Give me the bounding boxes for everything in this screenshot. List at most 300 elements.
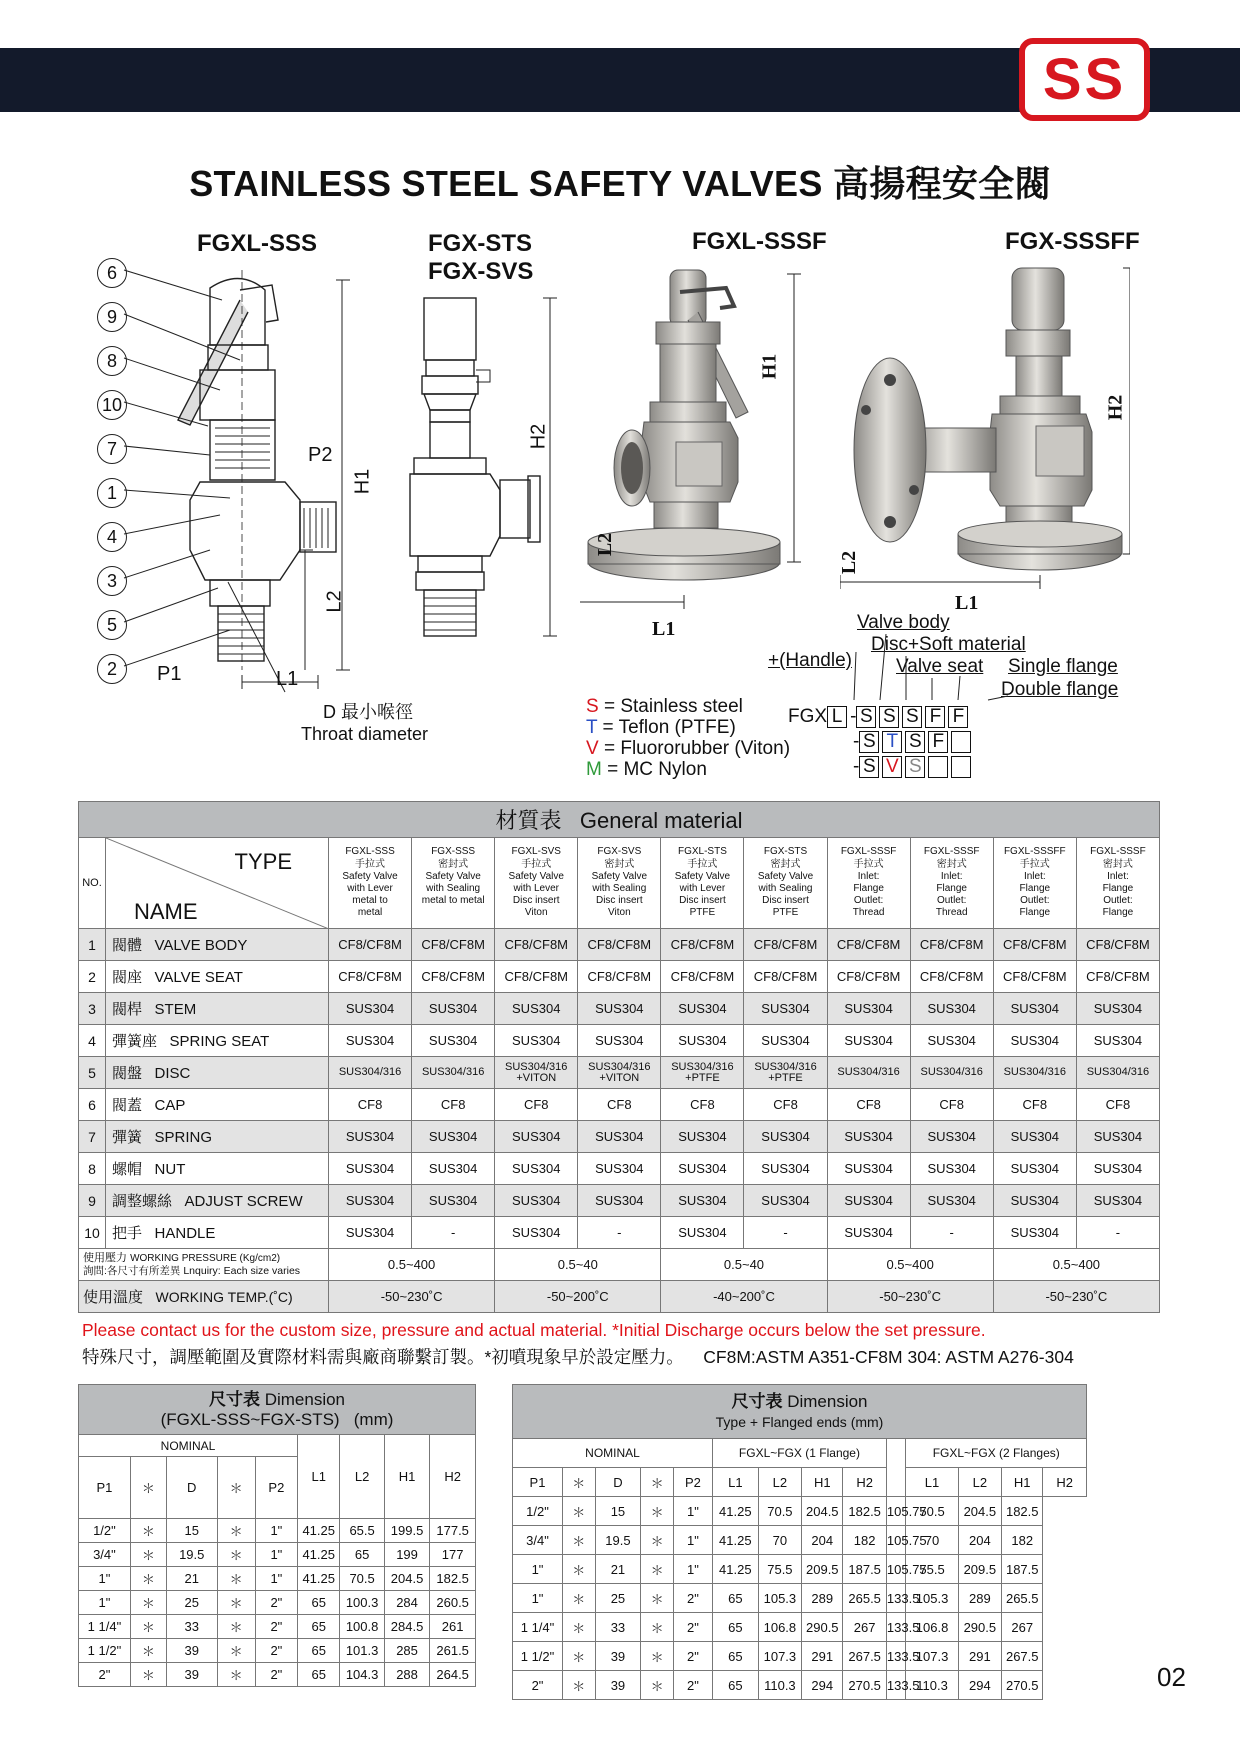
row-no: 2 <box>79 961 106 993</box>
label-l1-sssff: L1 <box>955 592 979 614</box>
temp-value: -50~200˚C <box>495 1281 661 1313</box>
row-name-en: SPRING SEAT <box>169 1033 270 1050</box>
col-line: 密封式 <box>936 858 967 870</box>
material-cell: SUS304 <box>744 1185 827 1217</box>
dim1-cell: 285 <box>384 1639 430 1663</box>
legend-letter: S <box>586 696 599 717</box>
dim2-cap-cn: 尺寸表 <box>731 1391 783 1411</box>
dim1-cell: ＊ <box>130 1615 166 1639</box>
dim2-row <box>513 1526 1087 1555</box>
col-line: Flange <box>853 883 884 894</box>
dim2-cell: 65 <box>713 1584 759 1613</box>
dim2-h-l2: L2 <box>758 1468 801 1497</box>
row-name <box>106 961 329 993</box>
material-cell: SUS304 <box>495 1185 578 1217</box>
dim1-caption-line1 <box>79 1390 475 1410</box>
model-label-fgxl-sssf: FGXL-SSSF <box>692 228 827 255</box>
code-box: S <box>902 706 922 728</box>
col-line: with Sealing <box>426 883 481 894</box>
dim1-cell: 39 <box>166 1663 217 1687</box>
material-cell: - <box>578 1217 661 1249</box>
dim2-cell: 70.5 <box>758 1497 801 1526</box>
label-h2-sts: H2 <box>527 423 550 450</box>
material-cell: SUS304 <box>1076 993 1159 1025</box>
dim2-cell: 39 <box>595 1642 641 1671</box>
dim2-row <box>513 1613 1087 1642</box>
code-box: L <box>827 706 847 728</box>
legend-text: = Fluororubber (Viton) <box>603 738 791 759</box>
dim1-cell: 1" <box>255 1543 297 1567</box>
dim2-cell: 182.5 <box>1002 1497 1043 1526</box>
col-line: Safety Valve <box>591 870 648 882</box>
callout-circle: 2 <box>97 654 127 684</box>
dim1-body <box>79 1519 476 1687</box>
dim1-cell: ＊ <box>217 1519 255 1543</box>
material-cell: SUS304 <box>744 993 827 1025</box>
dim2-cell: 15 <box>595 1497 641 1526</box>
dim1-cell: 33 <box>166 1615 217 1639</box>
type-col-9 <box>993 838 1076 929</box>
dim1-cell: 100.3 <box>340 1591 384 1615</box>
dim2-cell: 204 <box>958 1526 1001 1555</box>
col-line: Outlet: <box>1020 895 1050 907</box>
col-line: metal <box>357 907 383 919</box>
col-line: 密封式 <box>1102 858 1133 870</box>
material-cell: SUS304 <box>495 1025 578 1057</box>
dim1-cell: 65 <box>298 1591 340 1615</box>
dim1-cell: 3/4" <box>79 1543 131 1567</box>
col-line: Outlet: <box>1103 895 1133 907</box>
dim2-cell: 1 1/4" <box>513 1613 563 1642</box>
row-name <box>106 1121 329 1153</box>
material-row <box>79 961 1160 993</box>
material-cell: CF8 <box>661 1089 744 1121</box>
label-p1: P1 <box>157 663 182 685</box>
label-h1-left: H1 <box>351 468 374 495</box>
note-cn <box>82 1344 1182 1369</box>
row-no: 10 <box>79 1217 106 1249</box>
model-label-fgx-sts-svs <box>428 230 533 286</box>
material-cell: SUS304/316 <box>827 1057 910 1089</box>
dim2-cell: 182.5 <box>843 1497 886 1526</box>
dim2-cell: 39 <box>595 1671 641 1700</box>
legend-text: = Stainless steel <box>603 696 743 717</box>
dim2-row <box>513 1555 1087 1584</box>
dim2-h-h1b: H1 <box>1002 1468 1043 1497</box>
dim2-cell: 106.8 <box>906 1613 958 1642</box>
material-cell: CF8/CF8M <box>993 961 1076 993</box>
model-label-fgxl-sss: FGXL-SSS <box>197 230 318 257</box>
dim1-cell: ＊ <box>217 1639 255 1663</box>
dim2-cell: 2" <box>673 1584 712 1613</box>
col-line: with Lever <box>347 883 393 894</box>
material-row <box>79 929 1160 961</box>
dim2-cell: 2" <box>673 1642 712 1671</box>
callout-circle: 9 <box>97 302 127 332</box>
row-name-cn: 彈簧 <box>112 1129 143 1146</box>
dim1-h-star: ＊ <box>217 1457 255 1519</box>
material-table <box>78 801 1160 1313</box>
material-cell: CF8/CF8M <box>1076 961 1159 993</box>
page-number: 02 <box>1157 1662 1186 1692</box>
label-l1-sssf: L1 <box>652 618 676 640</box>
material-code-legend <box>586 696 790 780</box>
material-cell: SUS304/316 <box>412 1057 495 1089</box>
material-cell: CF8 <box>827 1089 910 1121</box>
callout-circle: 7 <box>97 434 127 464</box>
row-name <box>106 1089 329 1121</box>
col-line: Flange <box>1019 883 1051 894</box>
dim1-row <box>79 1639 476 1663</box>
dim2-cell: 291 <box>958 1642 1001 1671</box>
material-cell: SUS304 <box>993 1185 1076 1217</box>
model-label-fgx-sssff: FGX-SSSFF <box>1005 228 1140 255</box>
temp-label-en: WORKING TEMP.(˚C) <box>155 1289 293 1305</box>
col-line: metal to <box>352 895 388 907</box>
legend-material-t <box>586 717 790 738</box>
callout-circle: 1 <box>97 478 127 508</box>
material-cell: SUS304 <box>578 1153 661 1185</box>
material-cell: SUS304 <box>412 1121 495 1153</box>
material-cell: SUS304 <box>412 993 495 1025</box>
type-col-3 <box>495 838 578 929</box>
dim2-h-p1: P1 <box>513 1468 563 1497</box>
material-cell: CF8/CF8M <box>910 961 993 993</box>
material-cell: SUS304 <box>910 1025 993 1057</box>
dim2-cell: 209.5 <box>958 1555 1001 1584</box>
fgxl-sss-section-drawing <box>90 250 390 750</box>
dim2-h-star: ＊ <box>563 1468 596 1497</box>
material-cell: CF8/CF8M <box>495 929 578 961</box>
dim1-h-l2: L2 <box>340 1435 384 1519</box>
dim2-cell: 70.5 <box>906 1497 958 1526</box>
pressure-label-en: WORKING PRESSURE (Kg/cm2) <box>130 1252 281 1264</box>
dim2-cell: 41.25 <box>713 1555 759 1584</box>
material-cell: SUS304 <box>910 1185 993 1217</box>
dim1-row <box>79 1591 476 1615</box>
col-line: FGX-STS <box>763 846 808 858</box>
row-name <box>106 1025 329 1057</box>
material-cell: SUS304/316 <box>329 1057 412 1089</box>
col-line: with Sealing <box>592 883 647 894</box>
dim1-cell: 65 <box>340 1543 384 1567</box>
dim1-cell: ＊ <box>130 1591 166 1615</box>
dim1-cell: 2" <box>255 1639 297 1663</box>
dim1-cell: 177.5 <box>430 1519 476 1543</box>
material-cell: CF8/CF8M <box>661 961 744 993</box>
type-name-header <box>106 838 329 929</box>
material-cell: SUS304 <box>661 1153 744 1185</box>
col-line: PTFE <box>772 907 799 919</box>
col-line: Flange <box>936 883 967 894</box>
col-line: 手拉式 <box>1019 858 1050 870</box>
dim2-h-l1: L1 <box>713 1468 759 1497</box>
fgx-sts-outline-drawing <box>400 290 570 650</box>
material-cell: CF8/CF8M <box>578 961 661 993</box>
material-cell: SUS304/316 +PTFE <box>661 1057 744 1089</box>
dim2-cell: 290.5 <box>958 1613 1001 1642</box>
dim2-cell: 133.5 <box>886 1671 906 1700</box>
dim2-cell: ＊ <box>641 1526 674 1555</box>
material-cell: SUS304 <box>993 1121 1076 1153</box>
dim2-cell: 187.5 <box>1002 1555 1043 1584</box>
dim2-caption-line1 <box>513 1392 1086 1412</box>
label-l1-left: L1 <box>276 668 299 690</box>
dim1-h-h1: H1 <box>384 1435 430 1519</box>
dim2-cell: 75.5 <box>758 1555 801 1584</box>
legend-material-s <box>586 696 790 717</box>
pressure-value: 0.5~400 <box>827 1249 993 1281</box>
dim1-cell: 2" <box>255 1615 297 1639</box>
col-line: Disc insert <box>679 895 726 907</box>
legend-letter: M <box>586 759 602 780</box>
dim2-cell: 291 <box>802 1642 843 1671</box>
dim2-cell: 265.5 <box>843 1584 886 1613</box>
col-line: 手拉式 <box>687 858 718 870</box>
code-box: S <box>859 731 879 753</box>
dim2-cell: 105.75 <box>886 1526 906 1555</box>
dim2-cell: 3/4" <box>513 1526 563 1555</box>
material-cell: SUS304 <box>578 1121 661 1153</box>
col-line: 手拉式 <box>355 858 386 870</box>
type-col-7 <box>827 838 910 929</box>
model-code-row-2: - S T S F <box>853 731 974 753</box>
dim1-cell: 199.5 <box>384 1519 430 1543</box>
dim1-h-l1: L1 <box>298 1435 340 1519</box>
material-cell: SUS304 <box>495 993 578 1025</box>
dim1-cell: 1" <box>255 1519 297 1543</box>
col-line: Flange <box>1102 907 1134 919</box>
pressure-label-cn: 使用壓力 <box>83 1251 127 1264</box>
material-cell: SUS304/316 +VITON <box>578 1057 661 1089</box>
dim2-cell: 110.3 <box>758 1671 801 1700</box>
dim1-cell: 21 <box>166 1567 217 1591</box>
col-line: Inlet: <box>1107 870 1129 882</box>
col-line: FGXL-STS <box>677 846 727 858</box>
code-box <box>951 756 971 778</box>
material-cell: - <box>1076 1217 1159 1249</box>
label-l2-left: L2 <box>323 590 346 613</box>
dim2-cell: 1/2" <box>513 1497 563 1526</box>
dim2-cell: 107.3 <box>906 1642 958 1671</box>
caption-en: General material <box>579 808 743 833</box>
dim1-row <box>79 1519 476 1543</box>
dim2-cell: 110.3 <box>906 1671 958 1700</box>
ss-logo <box>1019 38 1150 121</box>
dim2-cell: 267.5 <box>843 1642 886 1671</box>
dim2-group1: FGXL~FGX (1 Flange) <box>713 1439 887 1468</box>
material-cell: CF8/CF8M <box>827 961 910 993</box>
dim1-cell: 65.5 <box>340 1519 384 1543</box>
material-cell: CF8 <box>993 1089 1076 1121</box>
material-cell: CF8 <box>1076 1089 1159 1121</box>
material-cell: SUS304 <box>910 993 993 1025</box>
dim1-row <box>79 1615 476 1639</box>
dim2-h-d: D <box>595 1468 641 1497</box>
dim2-cell: ＊ <box>641 1555 674 1584</box>
material-cell: SUS304 <box>329 993 412 1025</box>
row-name-en: ADJUST SCREW <box>184 1193 303 1210</box>
dim1-cell: 25 <box>166 1591 217 1615</box>
material-cell: SUS304 <box>661 1185 744 1217</box>
callout-circle: 10 <box>97 390 127 420</box>
dim2-cell: 187.5 <box>843 1555 886 1584</box>
dim2-cell: 204.5 <box>802 1497 843 1526</box>
col-line: FGXL-SVS <box>511 846 561 858</box>
material-cell: SUS304/316 <box>993 1057 1076 1089</box>
material-cell: SUS304 <box>993 1153 1076 1185</box>
dim1-h-d: D <box>166 1457 217 1519</box>
note-standard: CF8M:ASTM A351-CF8M 304: ASTM A276-304 <box>703 1347 1074 1367</box>
dim1-cell: ＊ <box>130 1639 166 1663</box>
dim2-cell: 25 <box>595 1584 641 1613</box>
temp-label-cn: 使用溫度 <box>83 1289 144 1306</box>
temp-value: -40~200˚C <box>661 1281 827 1313</box>
model-label-fgx-sts: FGX-STS <box>428 230 533 257</box>
col-line: Viton <box>524 907 548 919</box>
code-prefix: FGX <box>788 706 828 728</box>
row-name-en: NUT <box>154 1161 186 1178</box>
dim1-cell: 261.5 <box>430 1639 476 1663</box>
material-cell: CF8 <box>578 1089 661 1121</box>
row-no: 8 <box>79 1153 106 1185</box>
dim1-cap-en: Dimension <box>264 1389 346 1409</box>
dim1-cell: 39 <box>166 1639 217 1663</box>
material-cell: SUS304 <box>1076 1121 1159 1153</box>
dim2-cell: 70 <box>758 1526 801 1555</box>
col-line: Disc insert <box>512 895 560 907</box>
dim2-cell: 294 <box>958 1671 1001 1700</box>
dim2-cell: 289 <box>958 1584 1001 1613</box>
dim2-cell: 19.5 <box>595 1526 641 1555</box>
dim2-cell: 1" <box>673 1497 712 1526</box>
dim2-cell: 204 <box>802 1526 843 1555</box>
note-cn-text: 特殊尺寸，調壓範圍及實際材料需與廠商聯繫訂製。*初噴現象早於設定壓力。 <box>82 1347 684 1367</box>
row-name-en: SPRING <box>154 1129 213 1146</box>
dim1-cell: 1/2" <box>79 1519 131 1543</box>
code-box: F <box>925 706 945 728</box>
col-line: 手拉式 <box>521 858 552 870</box>
material-cell: SUS304 <box>578 1025 661 1057</box>
throat-label-en: Throat diameter <box>301 724 429 744</box>
dim1-h-p2: P2 <box>255 1457 297 1519</box>
row-name-en: VALVE BODY <box>154 937 248 954</box>
col-line: Safety Valve <box>674 870 731 882</box>
legend-valve-seat: Valve seat <box>896 656 984 677</box>
dim2-cell: 41.25 <box>713 1526 759 1555</box>
temp-value: -50~230˚C <box>993 1281 1159 1313</box>
col-line: 密封式 <box>438 858 469 870</box>
dim2-h-star: ＊ <box>641 1468 674 1497</box>
type-col-6 <box>744 838 827 929</box>
dim2-cell: 106.8 <box>758 1613 801 1642</box>
dim1-cell: ＊ <box>130 1567 166 1591</box>
legend-single-flange: Single flange <box>1008 656 1118 677</box>
label-h2-sssff: H2 <box>1104 394 1127 421</box>
row-name <box>106 993 329 1025</box>
row-no: 3 <box>79 993 106 1025</box>
dim1-cell: 1" <box>79 1591 131 1615</box>
dim1-cell: 19.5 <box>166 1543 217 1567</box>
col-line: Thread <box>852 907 885 919</box>
label-p2: P2 <box>308 444 333 466</box>
dim2-cell: 209.5 <box>802 1555 843 1584</box>
col-line: FGXL-SSSF <box>1090 846 1146 858</box>
material-cell: CF8/CF8M <box>495 961 578 993</box>
material-cell: SUS304 <box>329 1153 412 1185</box>
legend-letter: T <box>586 717 598 738</box>
material-cell: SUS304 <box>329 1185 412 1217</box>
dimension-table-1 <box>78 1384 476 1687</box>
dim1-h-p1: P1 <box>79 1457 131 1519</box>
dim2-cell: 105.75 <box>886 1555 906 1584</box>
dim2-cell: 270.5 <box>843 1671 886 1700</box>
col-line: Inlet: <box>1023 870 1046 882</box>
dim2-h-l1b: L1 <box>906 1468 958 1497</box>
material-cell: SUS304 <box>827 993 910 1025</box>
dim2-cell: 65 <box>713 1642 759 1671</box>
dim1-cell: 261 <box>430 1615 476 1639</box>
dim2-cell: ＊ <box>641 1642 674 1671</box>
dim1-cell: ＊ <box>217 1543 255 1567</box>
callout-circle: 5 <box>97 610 127 640</box>
material-cell: SUS304 <box>661 1025 744 1057</box>
row-name-en: HANDLE <box>154 1225 216 1242</box>
col-line: with Lever <box>513 883 560 894</box>
material-cell: CF8/CF8M <box>412 961 495 993</box>
col-line: FGX-SVS <box>597 846 642 858</box>
dim1-cell: ＊ <box>217 1615 255 1639</box>
material-cell: CF8/CF8M <box>578 929 661 961</box>
temp-value: -50~230˚C <box>827 1281 993 1313</box>
material-row <box>79 993 1160 1025</box>
dim2-row <box>513 1497 1087 1526</box>
type-header-label: TYPE <box>234 849 292 874</box>
dim2-cell: 105.75 <box>886 1497 906 1526</box>
type-col-1 <box>329 838 412 929</box>
legend-valve-body: Valve body <box>857 612 950 633</box>
legend-text: = MC Nylon <box>607 759 707 780</box>
dim2-cell: 270.5 <box>1002 1671 1043 1700</box>
col-line: Disc insert <box>762 895 809 907</box>
material-cell: SUS304 <box>495 1217 578 1249</box>
row-name-en: STEM <box>154 1001 197 1018</box>
col-line: FGXL-SSSFF <box>1003 846 1066 858</box>
material-cell: SUS304 <box>1076 1153 1159 1185</box>
code-box: S <box>905 756 925 778</box>
temp-row <box>79 1281 1160 1313</box>
label-h1-sssf: H1 <box>758 353 781 380</box>
dim2-row <box>513 1584 1087 1613</box>
col-line: FGXL-SSSF <box>923 846 980 858</box>
dimension-table-2 <box>512 1384 1087 1700</box>
material-cell: SUS304 <box>1076 1185 1159 1217</box>
dim2-cell: 65 <box>713 1613 759 1642</box>
material-cell: CF8/CF8M <box>827 929 910 961</box>
note-contact: Please contact us for the custom size, pressure and actual material. *Initial Discharge occurs below the set pressure. <box>82 1320 986 1340</box>
material-row <box>79 1057 1160 1089</box>
temp-label <box>79 1281 329 1313</box>
dim1-row <box>79 1567 476 1591</box>
material-row <box>79 1217 1160 1249</box>
dim2-cell: 105.3 <box>906 1584 958 1613</box>
code-box: S <box>905 731 925 753</box>
pressure-value: 0.5~400 <box>329 1249 495 1281</box>
dim2-spacer <box>886 1439 906 1497</box>
dim2-cell: ＊ <box>563 1497 596 1526</box>
col-line: Safety Valve <box>757 870 814 882</box>
row-no: 7 <box>79 1121 106 1153</box>
